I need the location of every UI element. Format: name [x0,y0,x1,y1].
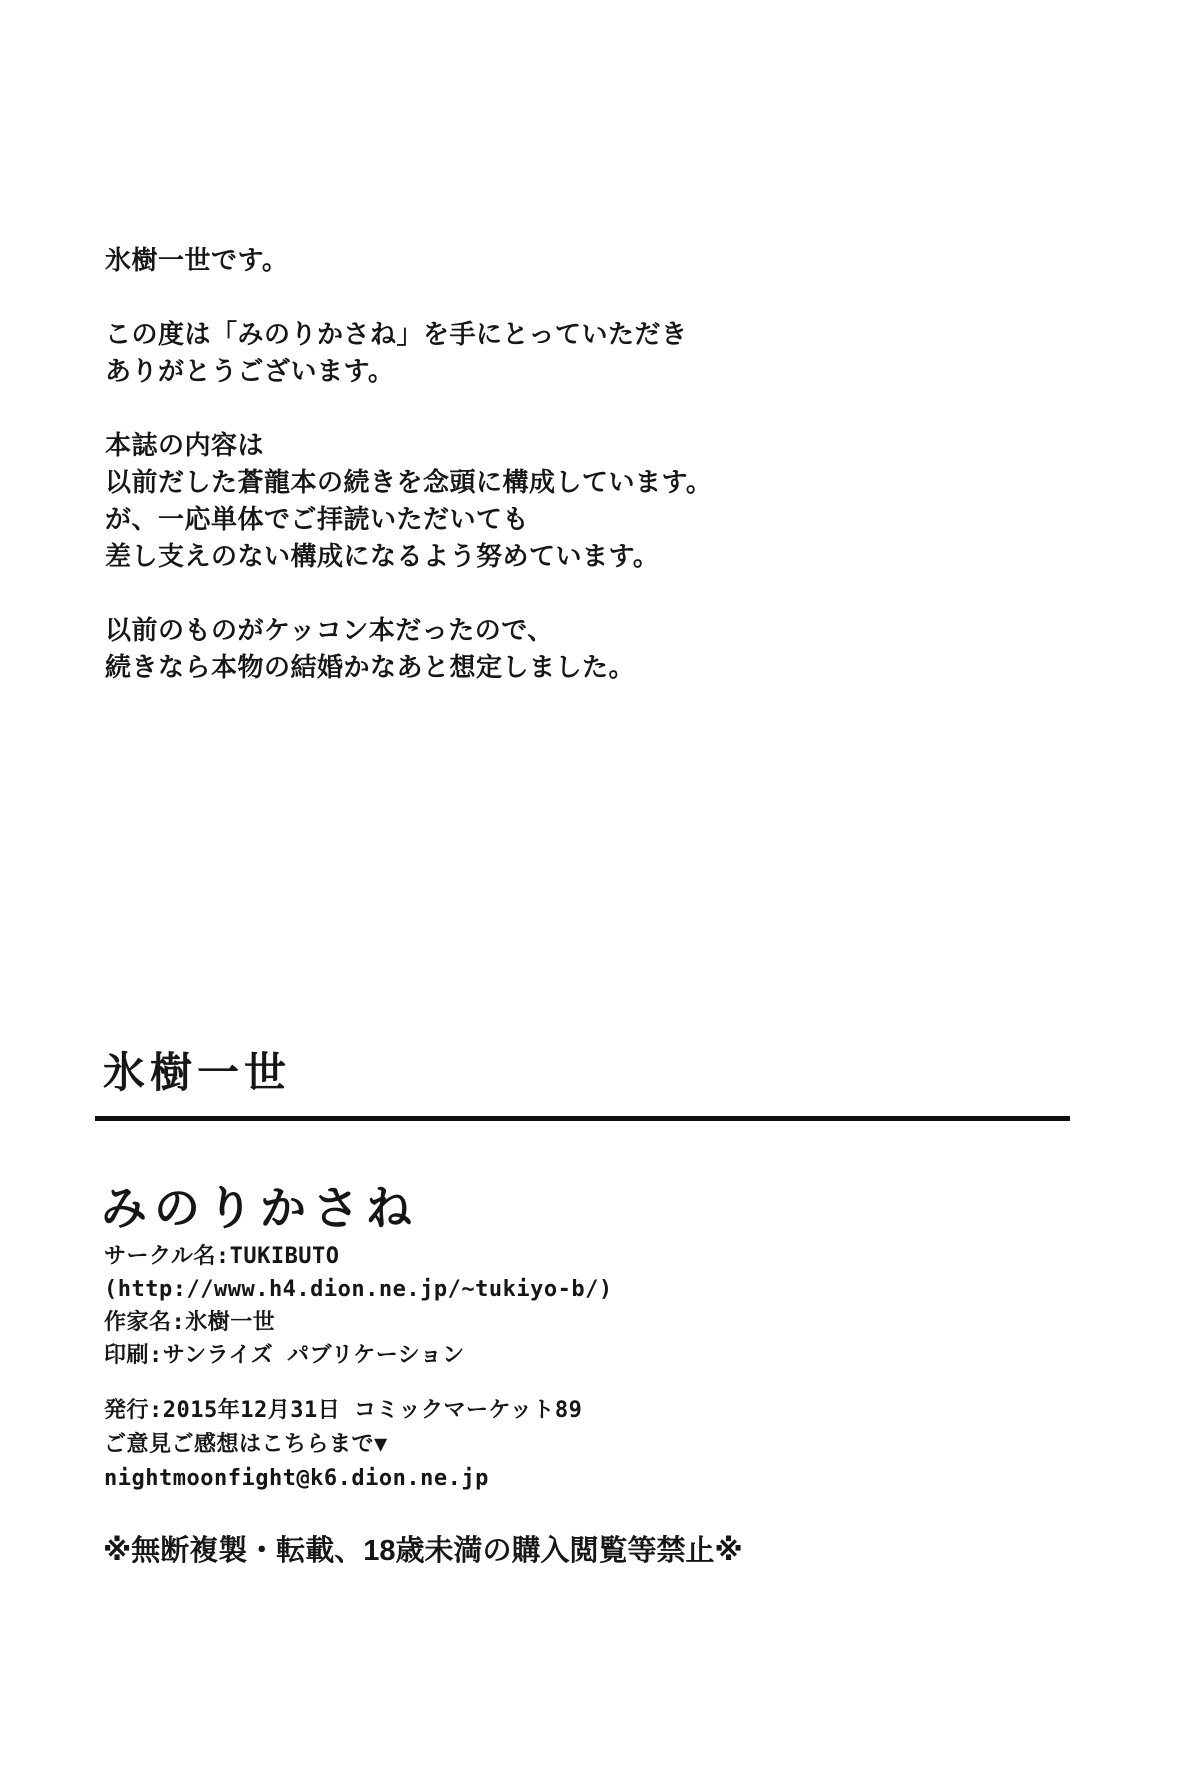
afterword-line: 本誌の内容は [105,431,265,460]
printer-line: 印刷:サンライズ パブリケーション [104,1343,465,1368]
author-name-line: 作家名:氷樹一世 [104,1310,276,1335]
afterword-line: 以前のものがケッコン本だったので、 [105,616,554,645]
afterword-line: 氷樹一世です。 [105,246,289,275]
afterword-line: が、一応単体でご拝読いただいても [105,505,530,534]
afterword-line: 続きなら本物の結婚かなあと想定しました。 [105,653,636,682]
publish-date-line: 発行:2015年12月31日 コミックマーケット89 [104,1398,583,1423]
circle-url-line: (http://www.h4.dion.ne.jp/~tukiyo-b/) [104,1277,613,1302]
horizontal-rule [95,1116,1070,1121]
copyright-warning-line: ※無断複製・転載、18歳未満の購入閲覧等禁止※ [103,1535,743,1567]
contact-email-line: nightmoonfight@k6.dion.ne.jp [104,1466,489,1491]
feedback-line: ご意見ご感想はこちらまで▼ [104,1432,388,1457]
colophon-info-block [104,1240,613,1372]
author-name-heading: 氷樹一世 [103,1049,292,1096]
afterword-line: 以前だした蒼龍本の続きを念頭に構成しています。 [105,468,713,497]
book-title: みのりかさね [101,1183,419,1234]
afterword-text [105,205,725,686]
afterword-line: 差し支えのない構成になるよう努めています。 [105,542,660,571]
circle-name-line: サークル名:TUKIBUTO [104,1244,340,1269]
afterword-line: ありがとうございます。 [105,357,395,386]
afterword-line: この度は「みのりかさね」を手にとっていただき [105,320,688,349]
colophon-publish-block [104,1394,582,1496]
